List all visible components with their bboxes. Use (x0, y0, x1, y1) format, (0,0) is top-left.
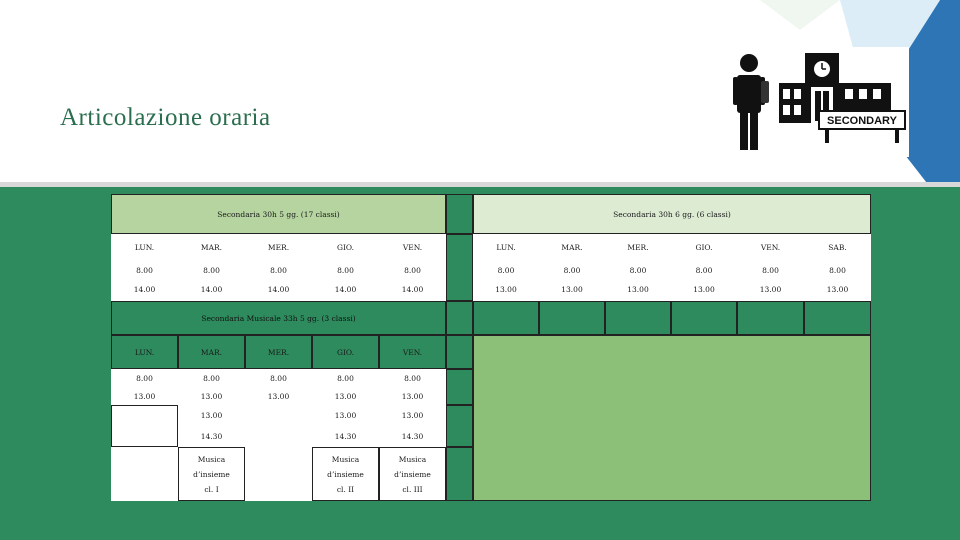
day-label: MER. (245, 335, 312, 369)
day-label: SAB. (828, 243, 847, 252)
day-label: MAR. (200, 243, 223, 252)
separator-cell (446, 447, 473, 501)
end-time: 13.00 (401, 391, 424, 401)
start-time: 8.00 (829, 265, 846, 275)
separator-cell (446, 234, 473, 301)
insieme-line: d’insieme (327, 469, 364, 479)
day-label: GIO. (312, 335, 379, 369)
day-label: GIO. (695, 243, 713, 252)
start-time: 8.00 (762, 265, 779, 275)
empty-cell (473, 301, 539, 335)
class-line: cl. III (402, 484, 423, 494)
end-time: 13.00 (133, 391, 156, 401)
day-label: MAR. (561, 243, 583, 252)
empty-merged-area (473, 335, 871, 501)
start-time: 8.00 (136, 373, 153, 383)
musica-line: Musica (398, 454, 427, 464)
day-label: VEN. (402, 243, 423, 252)
ext-end-time: 14.30 (334, 432, 357, 441)
start-time: 8.00 (136, 265, 153, 275)
sign-text: SECONDARY (827, 115, 897, 127)
empty-cell (671, 301, 737, 335)
secondary-school-image (727, 47, 909, 157)
separator-cell (446, 405, 473, 447)
start-time: 8.00 (270, 373, 287, 383)
day-label: LUN. (111, 335, 178, 369)
start-time: 8.00 (695, 265, 713, 275)
class-line: cl. II (336, 484, 355, 494)
end-time: 14.00 (401, 284, 424, 294)
day-label: VEN. (379, 335, 446, 369)
empty-cell (111, 405, 178, 447)
start-time: 8.00 (270, 265, 287, 275)
end-time: 14.00 (133, 284, 156, 294)
day-label: VEN. (760, 243, 781, 252)
end-time: 13.00 (561, 284, 583, 294)
musica-insieme-cell (312, 447, 379, 501)
day-label: MER. (627, 243, 649, 252)
header-secondaria-6gg: Secondaria 30h 6 gg. (6 classi) (473, 194, 871, 234)
end-time: 13.00 (334, 391, 357, 401)
insieme-line: d’insieme (394, 469, 431, 479)
class-line: cl. I (204, 484, 219, 494)
separator-cell (446, 335, 473, 369)
empty-cell (804, 301, 871, 335)
header-secondaria-5gg: Secondaria 30h 5 gg. (17 classi) (111, 194, 446, 234)
start-time: 8.00 (404, 265, 421, 275)
day-label: MAR. (178, 335, 245, 369)
pale-triangle (760, 0, 840, 30)
musica-insieme-cell (379, 447, 446, 501)
start-time: 8.00 (203, 265, 220, 275)
day-label: GIO. (336, 243, 355, 252)
start-time: 8.00 (404, 373, 421, 383)
separator-cell (446, 301, 473, 335)
ext-start-time: 13.00 (200, 411, 223, 420)
separator-cell (446, 194, 473, 234)
empty-cell (605, 301, 671, 335)
ext-end-time: 14.30 (401, 432, 424, 441)
end-time: 14.00 (267, 284, 290, 294)
start-time: 8.00 (337, 373, 354, 383)
header-musicale: Secondaria Musicale 33h 5 gg. (3 classi) (111, 301, 446, 335)
separator-cell (446, 369, 473, 405)
empty-cell (737, 301, 804, 335)
start-time: 8.00 (203, 373, 220, 383)
end-time: 13.00 (826, 284, 849, 294)
end-time: 13.00 (693, 284, 715, 294)
insieme-line: d’insieme (193, 469, 230, 479)
end-time: 13.00 (759, 284, 782, 294)
end-time: 14.00 (200, 284, 223, 294)
day-label: LUN. (496, 243, 516, 252)
musica-line: Musica (331, 454, 360, 464)
end-time: 13.00 (200, 391, 223, 401)
start-time: 8.00 (563, 265, 581, 275)
start-time: 8.00 (337, 265, 354, 275)
day-label: MER. (267, 243, 290, 252)
empty-cell (539, 301, 605, 335)
slide-title: Articolazione oraria (60, 104, 271, 131)
end-time: 13.00 (267, 391, 290, 401)
musica-insieme-cell (178, 447, 245, 501)
start-time: 8.00 (497, 265, 515, 275)
end-time: 13.00 (495, 284, 517, 294)
day-label: LUN. (134, 243, 155, 252)
end-time: 13.00 (627, 284, 649, 294)
end-time: 14.00 (334, 284, 357, 294)
ext-end-time: 14.30 (200, 432, 223, 441)
ext-start-time: 13.00 (401, 411, 424, 420)
musica-line: Musica (197, 454, 226, 464)
start-time: 8.00 (629, 265, 647, 275)
ext-start-time: 13.00 (334, 411, 357, 420)
